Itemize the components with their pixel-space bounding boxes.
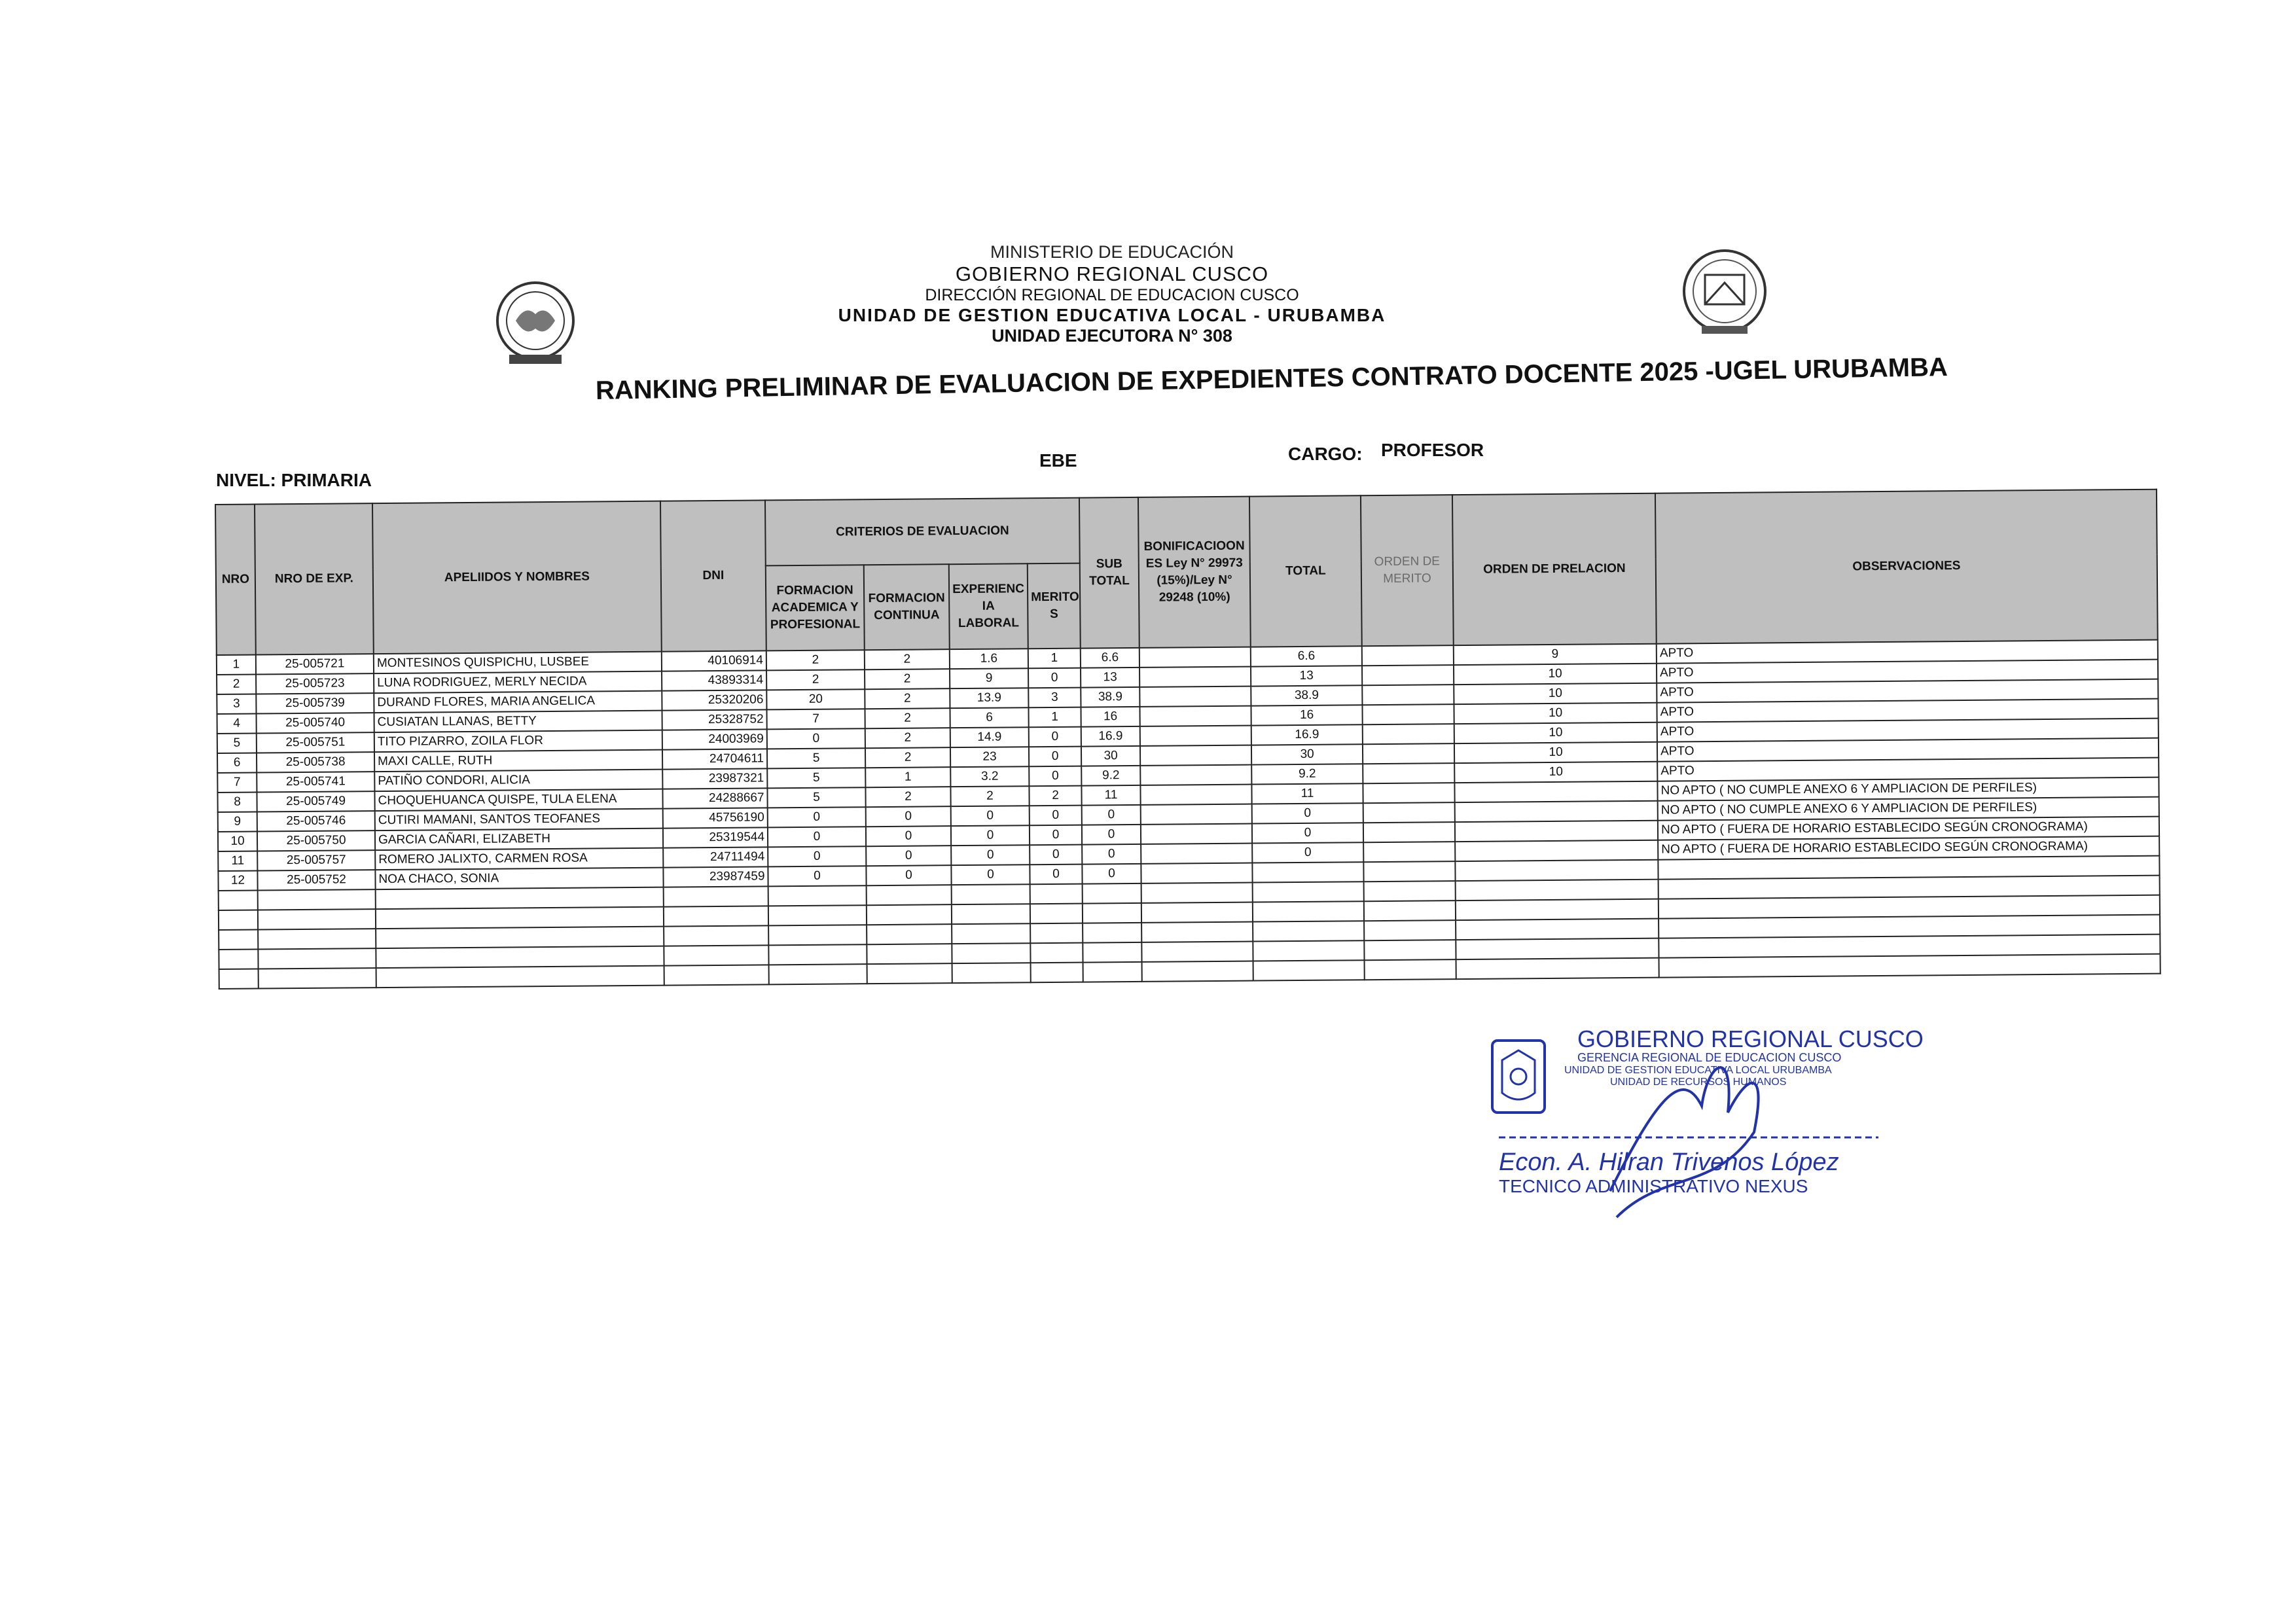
- cell-total: 16: [1251, 705, 1363, 725]
- urubamba-seal-icon: [1676, 242, 1774, 347]
- cell-formacion-academica: 7: [766, 709, 865, 729]
- empty-cell: [664, 925, 768, 946]
- cell-orden-merito: [1363, 842, 1455, 862]
- cell-meritos: 0: [1029, 766, 1081, 787]
- cell-observaciones: NO APTO ( FUERA DE HORARIO ESTABLECIDO SEGÚN CRONOGRAMA): [1658, 817, 2159, 840]
- empty-cell: [1142, 961, 1253, 982]
- cell-subtotal: 0: [1082, 844, 1141, 865]
- cell-bonificacion: [1139, 667, 1251, 687]
- cell-nro: 4: [217, 714, 257, 734]
- cell-observaciones: APTO: [1657, 719, 2159, 742]
- empty-cell: [952, 963, 1031, 983]
- empty-cell: [219, 910, 258, 930]
- cell-meritos: 0: [1029, 747, 1081, 767]
- cell-bonificacion: [1141, 863, 1252, 883]
- empty-cell: [664, 906, 768, 926]
- cell-bonificacion: [1140, 765, 1251, 785]
- cell-subtotal: 0: [1082, 825, 1141, 845]
- cell-bonificacion: [1140, 745, 1251, 766]
- cell-meritos: 0: [1030, 825, 1082, 846]
- cell-orden-merito: [1363, 724, 1454, 744]
- cell-nombre: CUSIATAN LLANAS, BETTY: [374, 711, 662, 732]
- cell-meritos: 0: [1029, 727, 1081, 747]
- empty-cell: [1253, 921, 1364, 941]
- empty-cell: [1030, 943, 1083, 963]
- regional-government-line: GOBIERNO REGIONAL CUSCO: [955, 262, 1269, 285]
- cell-exp: 25-005751: [257, 732, 374, 753]
- cell-meritos: 1: [1028, 707, 1081, 728]
- cell-nro: 8: [217, 793, 257, 812]
- empty-cell: [867, 924, 952, 944]
- cell-subtotal: 16: [1081, 707, 1140, 727]
- regional-direction-line: DIRECCIÓN REGIONAL DE EDUCACION CUSCO: [925, 286, 1299, 304]
- cell-bonificacion: [1140, 785, 1251, 805]
- cell-dni: 40106914: [662, 651, 766, 671]
- cell-nombre: TITO PIZARRO, ZOILA FLOR: [374, 730, 662, 752]
- cell-subtotal: 11: [1081, 785, 1140, 806]
- empty-cell: [952, 923, 1030, 944]
- cell-observaciones: APTO: [1657, 660, 2158, 683]
- cell-meritos: 3: [1028, 688, 1081, 708]
- cell-orden-merito: [1362, 685, 1454, 705]
- cell-formacion-academica: 0: [768, 866, 866, 886]
- cell-exp: 25-005721: [256, 654, 374, 674]
- cell-orden-prelacion: [1455, 840, 1658, 861]
- cell-formacion-continua: 2: [865, 787, 950, 807]
- cell-orden-merito: [1363, 783, 1454, 803]
- cell-nombre: MONTESINOS QUISPICHU, LUSBEE: [374, 652, 662, 673]
- cell-observaciones: APTO: [1657, 699, 2159, 722]
- cell-nro: 9: [218, 812, 257, 832]
- cell-bonificacion: [1140, 706, 1251, 726]
- cell-formacion-academica: 5: [767, 768, 865, 788]
- cell-total: 0: [1252, 803, 1363, 823]
- empty-cell: [219, 969, 259, 988]
- cell-formacion-academica: 2: [766, 650, 865, 670]
- cell-total: 9.2: [1251, 764, 1363, 784]
- col-observaciones: OBSERVACIONES: [1655, 490, 2158, 644]
- cell-exp: 25-005752: [257, 870, 375, 890]
- cell-observaciones: NO APTO ( FUERA DE HORARIO ESTABLECIDO SEGÚN CRONOGRAMA): [1658, 836, 2159, 860]
- cell-meritos: 0: [1030, 845, 1082, 865]
- cell-experiencia: 1.6: [950, 649, 1028, 669]
- empty-cell: [1364, 920, 1456, 940]
- empty-cell: [1456, 938, 1659, 959]
- empty-cell: [258, 948, 376, 969]
- cell-experiencia: 0: [951, 825, 1030, 846]
- cell-orden-merito: [1362, 665, 1454, 685]
- cell-nombre: MAXI CALLE, RUTH: [374, 750, 662, 772]
- cell-orden-merito: [1363, 743, 1454, 764]
- col-meritos: MERITO S: [1028, 563, 1081, 649]
- cell-meritos: 0: [1030, 806, 1082, 826]
- cell-nro: 7: [217, 773, 257, 793]
- modalidad-label: EBE: [1039, 450, 1077, 471]
- cell-observaciones: NO APTO ( NO CUMPLE ANEXO 6 Y AMPLIACION DE PERFILES): [1658, 797, 2159, 821]
- cell-nombre: PATIÑO CONDORI, ALICIA: [374, 770, 662, 791]
- empty-cell: [258, 929, 376, 949]
- cell-nro: 6: [217, 753, 257, 773]
- cell-formacion-continua: 0: [866, 826, 951, 846]
- cell-orden-prelacion: [1455, 801, 1658, 822]
- signer-role: TECNICO ADMINISTRATIVO NEXUS: [1499, 1176, 1808, 1196]
- empty-cell: [1253, 940, 1364, 961]
- empty-cell: [1364, 901, 1456, 921]
- cargo-value: PROFESOR: [1381, 440, 1484, 460]
- cell-total: 30: [1251, 744, 1363, 764]
- cell-formacion-academica: 2: [766, 669, 865, 690]
- cell-experiencia: 0: [951, 845, 1030, 865]
- cell-nro: 10: [218, 832, 257, 851]
- empty-cell: [1365, 959, 1456, 980]
- cell-dni: 45756190: [663, 808, 768, 828]
- cell-orden-prelacion: [1454, 781, 1657, 802]
- cell-formacion-academica: 0: [768, 807, 866, 827]
- cell-nro: 2: [217, 675, 256, 694]
- empty-cell: [1364, 881, 1456, 901]
- cell-nombre: ROMERO JALIXTO, CARMEN ROSA: [375, 848, 663, 870]
- cell-orden-prelacion: 10: [1454, 664, 1657, 685]
- empty-cell: [1083, 903, 1141, 923]
- cell-total: 16.9: [1251, 724, 1363, 745]
- cell-nro: 12: [218, 871, 257, 891]
- cell-bonificacion: [1139, 647, 1251, 668]
- cell-subtotal: 0: [1082, 864, 1141, 884]
- cell-dni: 24288667: [662, 788, 767, 808]
- empty-cell: [219, 949, 258, 969]
- cell-total: 13: [1251, 666, 1362, 686]
- empty-cell: [1364, 940, 1456, 960]
- empty-cell: [664, 965, 769, 985]
- empty-cell: [768, 885, 867, 906]
- cell-orden-merito: [1363, 861, 1455, 882]
- cell-orden-merito: [1363, 822, 1455, 842]
- cell-formacion-continua: 2: [865, 747, 950, 768]
- cell-orden-prelacion: 10: [1454, 722, 1657, 743]
- ugel-line: UNIDAD DE GESTION EDUCATIVA LOCAL - URUBAMBA: [838, 305, 1386, 325]
- cell-nombre: CUTIRI MAMANI, SANTOS TEOFANES: [375, 809, 663, 830]
- empty-cell: [1083, 923, 1141, 943]
- cell-exp: 25-005749: [257, 791, 374, 812]
- ranking-body: [217, 640, 2161, 989]
- signer-name: Econ. A. Hilran Trivenos López: [1499, 1149, 1839, 1176]
- empty-cell: [952, 943, 1030, 963]
- col-criterios: CRITERIOS DE EVALUACION: [765, 498, 1080, 566]
- cell-formacion-academica: 5: [767, 787, 865, 808]
- cell-experiencia: 0: [951, 865, 1030, 885]
- col-subtotal: SUB TOTAL: [1079, 497, 1139, 649]
- cell-meritos: 1: [1028, 649, 1081, 669]
- col-orden-prelacion: ORDEN DE PRELACION: [1452, 493, 1657, 645]
- cell-nombre: NOA CHACO, SONIA: [375, 868, 663, 889]
- empty-cell: [664, 945, 768, 965]
- col-bonificaciones: BONIFICACIOON ES Ley N° 29973 (15%)/Ley N° 29248 (10%): [1138, 497, 1251, 648]
- cell-experiencia: 0: [951, 806, 1030, 826]
- ranking-table: [215, 489, 2161, 990]
- empty-cell: [1141, 883, 1253, 903]
- empty-cell: [258, 909, 376, 929]
- stamp-line-3: UNIDAD DE GESTION EDUCATIVA LOCAL URUBAMBA: [1564, 1065, 1832, 1076]
- cell-subtotal: 30: [1081, 746, 1140, 766]
- col-experiencia: EXPERIENC IA LABORAL: [949, 563, 1028, 649]
- empty-cell: [1083, 883, 1141, 904]
- cell-orden-prelacion: 10: [1454, 703, 1657, 724]
- cell-bonificacion: [1140, 726, 1251, 746]
- cell-formacion-continua: 2: [865, 688, 950, 709]
- cell-subtotal: 16.9: [1081, 726, 1140, 747]
- cell-orden-merito: [1363, 704, 1454, 724]
- col-dni: DNI: [660, 500, 766, 651]
- empty-cell: [769, 964, 867, 984]
- cell-total: 11: [1251, 783, 1363, 804]
- cell-formacion-continua: 2: [865, 669, 950, 689]
- cell-nro: 3: [217, 694, 256, 714]
- cell-meritos: 2: [1029, 786, 1081, 806]
- cell-observaciones: APTO: [1657, 738, 2159, 762]
- nivel-label: NIVEL: PRIMARIA: [216, 470, 372, 490]
- cell-orden-merito: [1363, 763, 1454, 783]
- cell-total: [1252, 862, 1363, 882]
- cell-subtotal: 38.9: [1081, 687, 1139, 707]
- cell-exp: 25-005750: [257, 830, 375, 851]
- empty-cell: [952, 884, 1030, 904]
- empty-cell: [867, 963, 952, 984]
- col-exp: NRO DE EXP.: [255, 503, 374, 654]
- cell-nro: 1: [217, 655, 256, 675]
- empty-cell: [1456, 919, 1659, 940]
- letterhead: [0, 242, 2296, 346]
- cell-total: 38.9: [1251, 685, 1362, 705]
- cell-exp: 25-005739: [256, 693, 374, 713]
- col-nro: NRO: [215, 505, 256, 655]
- cell-total: 6.6: [1251, 646, 1362, 666]
- cell-dni: 25320206: [662, 690, 766, 710]
- empty-cell: [376, 887, 664, 909]
- cell-bonificacion: [1141, 824, 1252, 844]
- cell-orden-prelacion: [1455, 860, 1658, 881]
- cell-bonificacion: [1141, 844, 1252, 864]
- official-stamp-signature: [1486, 1021, 1924, 1237]
- cell-exp: 25-005741: [257, 772, 374, 792]
- cell-dni: 25328752: [662, 709, 767, 730]
- cell-experiencia: 9: [950, 668, 1028, 688]
- cell-formacion-continua: 0: [866, 865, 951, 885]
- empty-cell: [376, 946, 664, 968]
- empty-cell: [1083, 942, 1141, 963]
- col-formacion-continua: FORMACION CONTINUA: [864, 564, 950, 650]
- empty-cell: [867, 944, 952, 964]
- cell-total: 0: [1252, 823, 1363, 843]
- empty-cell: [1031, 963, 1083, 983]
- empty-cell: [768, 944, 867, 965]
- cell-exp: 25-005757: [257, 850, 375, 870]
- empty-cell: [219, 891, 258, 910]
- empty-cell: [219, 930, 258, 950]
- cell-experiencia: 14.9: [950, 727, 1029, 747]
- empty-cell: [376, 907, 664, 929]
- cell-exp: 25-005746: [257, 811, 375, 831]
- empty-cell: [1030, 884, 1083, 904]
- cell-exp: 25-005740: [257, 713, 374, 733]
- cell-orden-prelacion: 10: [1454, 762, 1657, 783]
- cell-meritos: 0: [1030, 865, 1082, 885]
- empty-cell: [1456, 880, 1659, 901]
- empty-cell: [1253, 882, 1364, 902]
- empty-cell: [664, 886, 768, 906]
- cell-orden-prelacion: [1455, 821, 1658, 842]
- cell-dni: 23987321: [662, 768, 767, 789]
- cell-dni: 43893314: [662, 670, 766, 690]
- cell-observaciones: APTO: [1657, 679, 2158, 703]
- empty-cell: [1030, 923, 1083, 944]
- cell-subtotal: 6.6: [1081, 648, 1139, 668]
- cell-orden-prelacion: 9: [1454, 644, 1657, 665]
- cell-orden-prelacion: 10: [1454, 683, 1657, 704]
- cell-formacion-academica: 5: [767, 748, 865, 768]
- cell-nombre: LUNA RODRIGUEZ, MERLY NECIDA: [374, 671, 662, 693]
- empty-cell: [867, 885, 952, 905]
- cell-formacion-academica: 20: [766, 689, 865, 709]
- cell-nro: 11: [218, 851, 257, 871]
- cell-orden-prelacion: 10: [1454, 742, 1657, 763]
- cell-experiencia: 23: [950, 747, 1029, 767]
- cell-observaciones: APTO: [1657, 640, 2158, 664]
- empty-cell: [259, 968, 376, 988]
- cell-experiencia: 2: [950, 786, 1029, 806]
- cell-subtotal: 0: [1082, 805, 1141, 825]
- empty-cell: [258, 889, 376, 910]
- col-total: TOTAL: [1249, 495, 1362, 647]
- cell-nombre: CHOQUEHUANCA QUISPE, TULA ELENA: [374, 789, 662, 811]
- cell-dni: 24704611: [662, 749, 767, 769]
- cell-orden-merito: [1362, 645, 1454, 666]
- cell-formacion-continua: 1: [865, 767, 950, 787]
- cell-experiencia: 3.2: [950, 766, 1029, 787]
- cell-meritos: 0: [1028, 668, 1081, 688]
- empty-cell: [1083, 962, 1142, 982]
- cell-bonificacion: [1141, 804, 1252, 825]
- empty-cell: [1141, 942, 1253, 962]
- cell-nombre: DURAND FLORES, MARIA ANGELICA: [374, 691, 662, 713]
- empty-cell: [1456, 899, 1659, 920]
- cell-nro: 5: [217, 734, 257, 753]
- cell-dni: 25319544: [663, 827, 768, 847]
- regional-education-seal-icon: [490, 275, 581, 373]
- cell-experiencia: 6: [950, 707, 1028, 728]
- cell-formacion-continua: 2: [865, 708, 950, 728]
- cargo-label: CARGO:: [1288, 444, 1363, 464]
- cell-formacion-continua: 2: [865, 728, 950, 748]
- empty-cell: [768, 905, 867, 925]
- empty-cell: [952, 904, 1030, 924]
- cell-dni: 24711494: [663, 847, 768, 867]
- empty-cell: [1659, 954, 2161, 978]
- cell-orden-merito: [1363, 802, 1455, 823]
- empty-cell: [768, 925, 867, 945]
- col-formacion-academica: FORMACION ACADEMICA Y PROFESIONAL: [766, 565, 865, 651]
- cell-bonificacion: [1139, 687, 1251, 707]
- col-nombres: APELIIDOS Y NOMBRES: [372, 501, 662, 654]
- cell-formacion-academica: 0: [768, 827, 866, 847]
- cell-formacion-academica: 0: [767, 728, 865, 749]
- cell-dni: 23987459: [663, 866, 768, 887]
- cell-formacion-continua: 0: [866, 806, 951, 827]
- empty-cell: [1030, 904, 1083, 924]
- cell-total: 0: [1252, 842, 1363, 863]
- cell-formacion-academica: 0: [768, 846, 866, 866]
- cell-nombre: GARCIA CAÑARI, ELIZABETH: [375, 829, 663, 850]
- empty-cell: [1456, 958, 1659, 979]
- cell-formacion-continua: 2: [865, 649, 950, 669]
- col-orden-merito: ORDEN DE MERITO: [1361, 495, 1454, 646]
- empty-cell: [1253, 901, 1364, 921]
- cell-observaciones: APTO: [1657, 758, 2159, 781]
- cell-formacion-continua: 0: [866, 846, 951, 866]
- executing-unit-line: UNIDAD EJECUTORA N° 308: [992, 326, 1232, 346]
- cell-subtotal: 9.2: [1081, 766, 1140, 786]
- empty-cell: [867, 904, 952, 925]
- cell-exp: 25-005738: [257, 752, 374, 772]
- ministry-line: MINISTERIO DE EDUCACIÓN: [990, 242, 1234, 262]
- stamp-line-2: GERENCIA REGIONAL DE EDUCACION CUSCO: [1577, 1051, 1842, 1064]
- empty-cell: [376, 966, 664, 988]
- empty-cell: [1141, 902, 1253, 923]
- cell-experiencia: 13.9: [950, 688, 1028, 708]
- stamp-line-4: UNIDAD DE RECURSOS HUMANOS: [1610, 1077, 1787, 1088]
- cell-observaciones: NO APTO ( NO CUMPLE ANEXO 6 Y AMPLIACION DE PERFILES): [1657, 777, 2159, 801]
- empty-cell: [376, 927, 664, 948]
- empty-cell: [1141, 922, 1253, 942]
- cell-dni: 24003969: [662, 729, 767, 749]
- cell-exp: 25-005723: [256, 673, 374, 694]
- empty-cell: [1253, 960, 1365, 980]
- stamp-line-1: GOBIERNO REGIONAL CUSCO: [1577, 1026, 1924, 1052]
- cell-subtotal: 13: [1081, 668, 1139, 688]
- page-title: RANKING PRELIMINAR DE EVALUACION DE EXPEDIENTES CONTRATO DOCENTE 2025 -UGEL URUBAMBA: [595, 352, 1948, 405]
